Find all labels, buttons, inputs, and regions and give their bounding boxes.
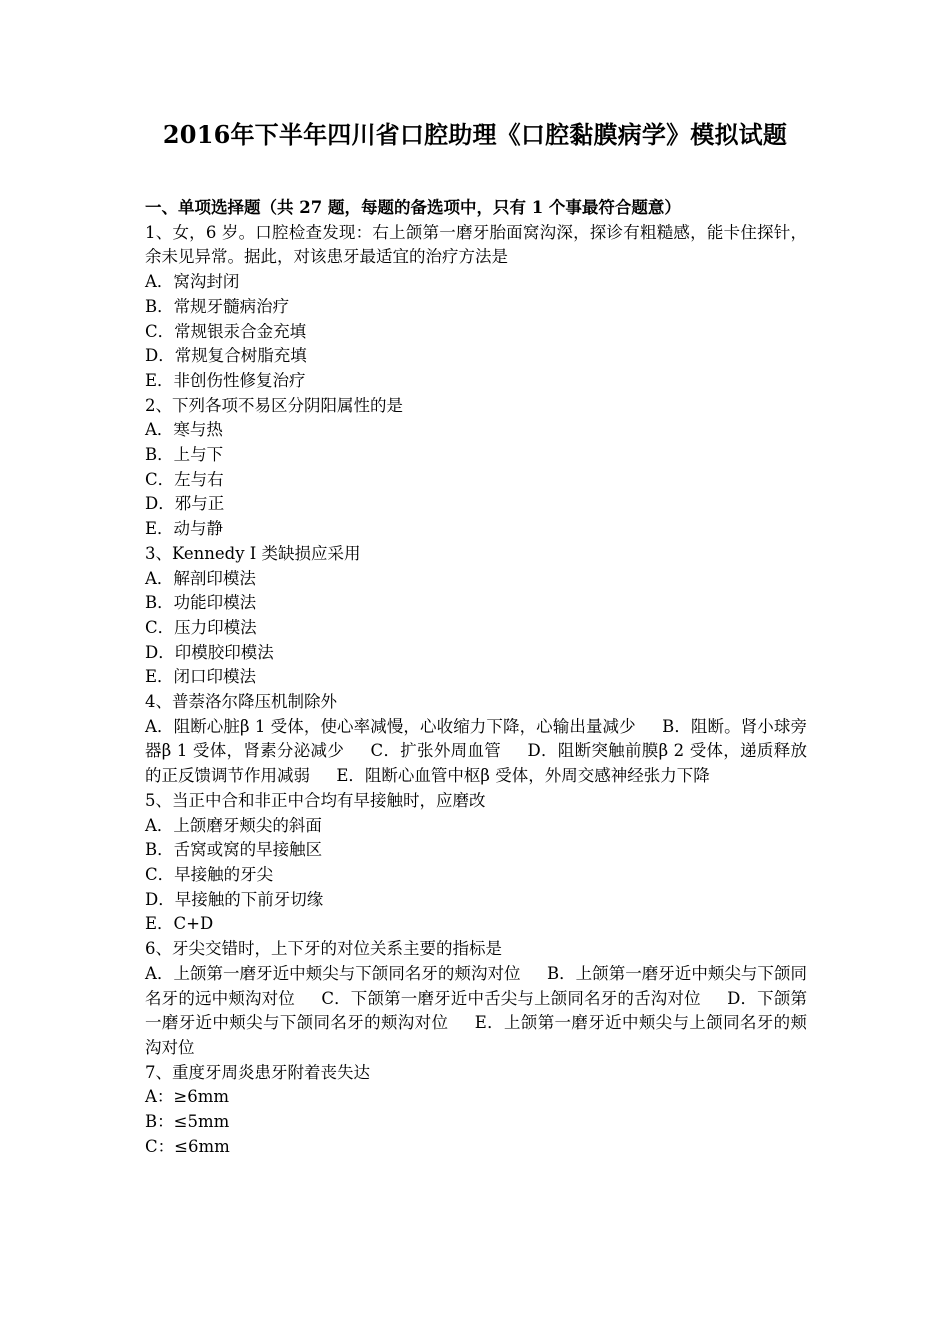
- question-2-stem: 2、下列各项不易区分阴阳属性的是: [145, 395, 403, 415]
- question-3-option-a: A．解剖印模法: [145, 568, 256, 588]
- question-1-option-a: A．窝沟封闭: [145, 272, 240, 292]
- question-3-option-c: C．压力印模法: [145, 617, 257, 637]
- question-5-stem: 5、当正中合和非正中合均有早接触时，应磨改: [145, 790, 486, 810]
- question-4-option-b: B．阻断。肾小球旁器β 1 受体，肾素分泌减少: [145, 716, 807, 761]
- question-3-option-b: B．功能印模法: [145, 593, 257, 613]
- question-7-stem: 7、重度牙周炎患牙附着丧失达: [145, 1062, 370, 1082]
- question-1-stem: 1、女，6 岁。口腔检查发现：右上颌第一磨牙胎面窝沟深，探诊有粗糙感，能卡住探针，余未见异常。据此，对该患牙最适宜的治疗方法是: [145, 222, 807, 267]
- question-3-option-d: D．印模胶印模法: [145, 642, 274, 662]
- question-2-option-c: C．左与右: [145, 469, 224, 489]
- question-6-stem: 6、牙尖交错时，上下牙的对位关系主要的指标是: [145, 939, 502, 959]
- question-2-option-b: B．上与下: [145, 445, 224, 465]
- question-4-option-e: E．阻断心血管中枢β 受体，外周交感神经张力下降: [336, 766, 710, 786]
- question-5-option-c: C．早接触的牙尖: [145, 864, 274, 884]
- question-3-option-e: E．闭口印模法: [145, 667, 257, 687]
- question-2-option-a: A．寒与热: [145, 420, 223, 440]
- question-4-option-a: A．阻断心脏β 1 受体，使心率减慢，心收缩力下降，心输出量减少: [145, 716, 636, 736]
- question-4-options: [145, 715, 807, 789]
- question-4-option-c: C．扩张外周血管: [370, 741, 502, 761]
- question-7-option-c: C：≤6mm: [145, 1136, 230, 1156]
- document-title: 2016年下半年四川省口腔助理《口腔黏膜病学》模拟试题: [162, 120, 788, 149]
- question-2-option-d: D．邪与正: [145, 494, 225, 514]
- question-3-stem: 3、Kennedy I 类缺损应采用: [145, 543, 361, 563]
- document-body: [145, 196, 807, 1159]
- question-1-option-b: B．常规牙髓病治疗: [145, 296, 290, 316]
- question-6-options: [145, 962, 807, 1061]
- question-2-option-e: E．动与静: [145, 519, 224, 539]
- question-5-option-d: D．早接触的下前牙切缘: [145, 889, 324, 909]
- question-6-option-c: C．下颌第一磨牙近中舌尖与上颌同名牙的舌沟对位: [321, 988, 701, 1008]
- question-7-option-a: A：≥6mm: [145, 1087, 230, 1107]
- question-1-option-e: E．非创伤性修复治疗: [145, 370, 306, 390]
- question-5-option-e: E．C+D: [145, 914, 214, 934]
- question-6-option-b: B．上颌第一磨牙近中颊尖与下颌同名牙的远中颊沟对位: [145, 963, 807, 1008]
- question-6-option-d: D．下颌第一磨牙近中颊尖与下颌同名牙的颊沟对位: [145, 988, 808, 1033]
- section-heading: 一、单项选择题（共 27 题，每题的备选项中，只有 1 个事最符合题意）: [145, 198, 681, 217]
- question-6-option-a: A．上颌第一磨牙近中颊尖与下颌同名牙的颊沟对位: [145, 963, 521, 983]
- question-7-option-b: B：≤5mm: [145, 1112, 230, 1132]
- question-4-stem: 4、普萘洛尔降压机制除外: [145, 692, 337, 712]
- question-5-option-b: B．舌窝或窝的早接触区: [145, 840, 323, 860]
- question-5-option-a: A．上颌磨牙颊尖的斜面: [145, 815, 322, 835]
- question-6-option-e: E．上颌第一磨牙近中颊尖与上颌同名牙的颊沟对位: [145, 1013, 808, 1057]
- question-4-option-d: D．阻断突触前膜β 2 受体，递质释放的正反馈调节作用减弱: [145, 741, 808, 786]
- question-1-option-c: C．常规银汞合金充填: [145, 321, 307, 341]
- question-1-option-d: D．常规复合树脂充填: [145, 346, 307, 366]
